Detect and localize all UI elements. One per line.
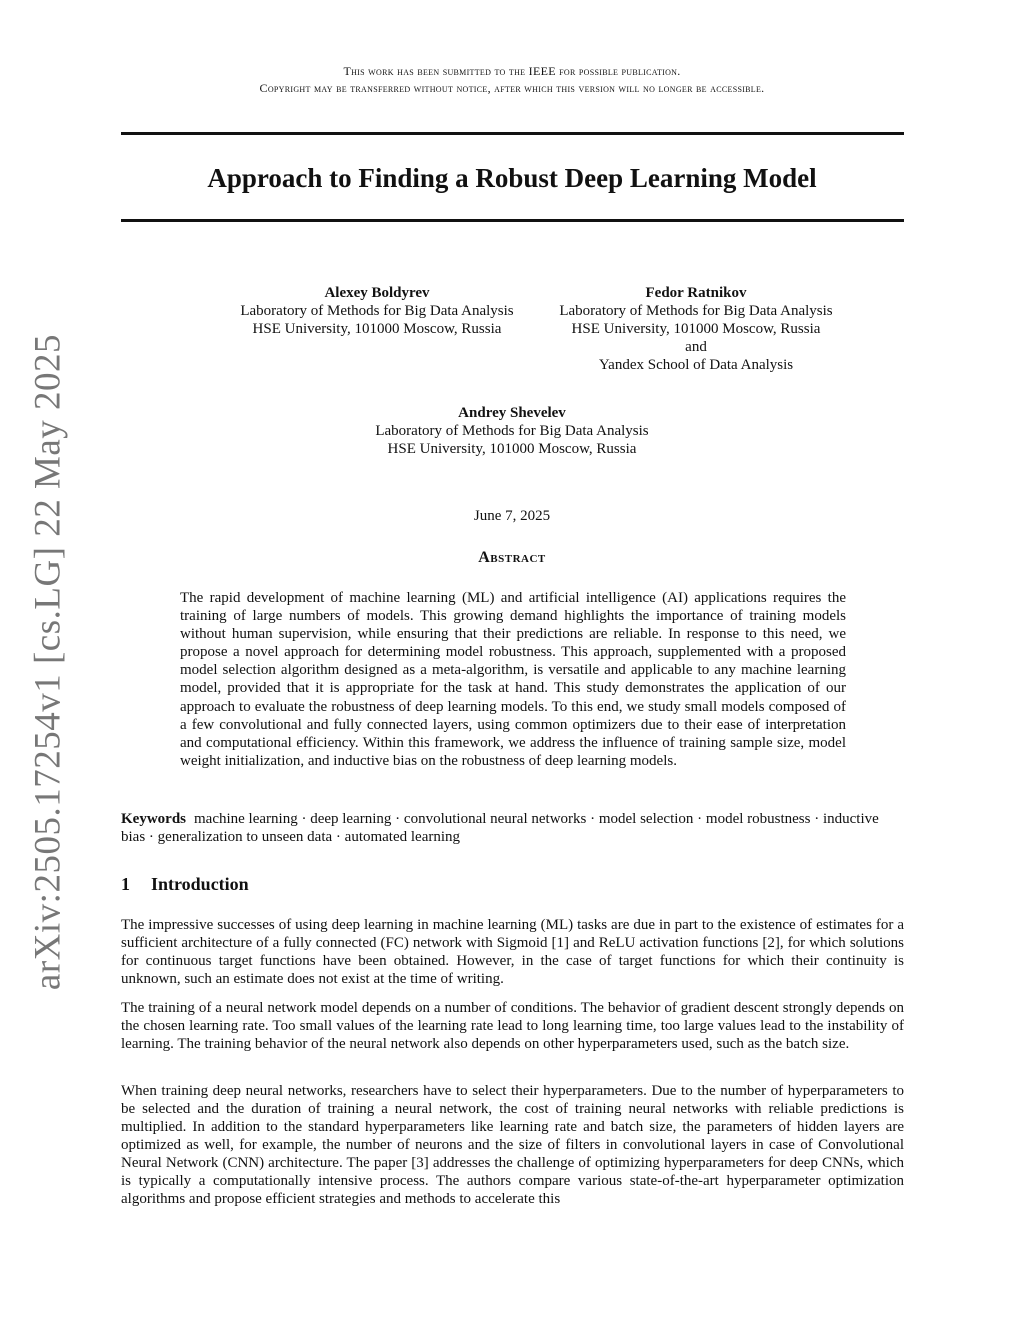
- keywords-block: [121, 810, 904, 846]
- author-affiliation: Laboratory of Methods for Big Data Analysis: [559, 303, 833, 319]
- keywords-label: Keywords: [121, 811, 186, 827]
- title-rule-top: [121, 132, 904, 135]
- section-number: 1: [121, 874, 130, 894]
- intro-paragraph-3: When training deep neural networks, researchers have to select their hyperparameters. Due to the number of hyperparameters to be selected and the duration of training a neural network, the cost of training neural networks with reliable predictions is multiplied. In addition to the standard hyperparameters like learning rate and batch size, the parameters of hidden layers are optimized as well, for example, the number of neurons and the size of filters in convolutional layers in case of Convolutional Neural Network (CNN) architecture. The paper [3] addresses the challenge of optimizing hyperparameters for deep CNNs, which is typically a computationally intensive process. The authors compare various state-of-the-art hyperparameter optimization algorithms and propose efficient strategies and methods to accelerate this: [121, 1083, 904, 1207]
- paper-title: Approach to Finding a Robust Deep Learning Model: [207, 163, 817, 193]
- author-block-2: [512, 284, 880, 374]
- author-affiliation: HSE University, 101000 Moscow, Russia: [252, 321, 502, 337]
- author-affiliation: HSE University, 101000 Moscow, Russia: [387, 441, 637, 457]
- intro-paragraph-2: The training of a neural network model depends on a number of conditions. The behavior of gradient descent strongly depends on the chosen learning rate. Too small values of the learning rate lead to long learning time, too large values lead to the instability of learning. The training behavior of the neural network also depends on other hyperparameters used, such as the batch size.: [121, 1000, 904, 1052]
- author-name: Fedor Ratnikov: [645, 285, 747, 301]
- author-affiliation: Yandex School of Data Analysis: [598, 357, 794, 373]
- intro-paragraph-1: The impressive successes of using deep learning in machine learning (ML) tasks are due in part to the existence of estimates for a sufficient architecture of a fully connected (FC) network with Sigmoid [1] and ReLU activation functions [2], for which solutions for continuous target functions have been obtained. However, in the case of target functions for which their continuity is unknown, such an estimate does not exist at the time of writing.: [121, 917, 904, 987]
- author-name: Andrey Shevelev: [458, 405, 566, 421]
- submission-notice-line-1: This work has been submitted to the IEEE for possible publication.: [343, 64, 681, 78]
- abstract-text: The rapid development of machine learning (ML) and artificial intelligence (AI) applications requires the training of large numbers of models. This growing demand highlights the importance of training models without human supervision, while ensuring that their predictions are reliable. In response to this need, we propose a novel approach for determining model robustness. This approach, supplemented with a proposed model selection algorithm designed as a meta-algorithm, is versatile and applicable to any machine learning model, provided that it is appropriate for the task at hand. This study demonstrates the application of our approach to evaluate the robustness of deep learning models. To this end, we study small models composed of a few convolutional and fully connected layers, using common optimizers due to their ease of interpretation and computational efficiency. Within this framework, we address the influence of training sample size, model weight initialization, and inductive bias on the robustness of deep learning models.: [180, 590, 846, 769]
- section-title: Introduction: [151, 874, 249, 894]
- author-block-3: [312, 404, 712, 458]
- submission-notice-line-2: Copyright may be transferred without notice, after which this version will no longer be accessible.: [259, 81, 765, 95]
- author-affiliation: Laboratory of Methods for Big Data Analysis: [240, 303, 514, 319]
- title-rule-bottom: [121, 219, 904, 222]
- arxiv-stamp: arXiv:2505.17254v1 [cs.LG] 22 May 2025: [27, 333, 69, 991]
- author-name: Alexey Boldyrev: [324, 285, 430, 301]
- author-affiliation: Laboratory of Methods for Big Data Analysis: [375, 423, 649, 439]
- section-heading-introduction: [121, 874, 249, 895]
- author-affiliation: HSE University, 101000 Moscow, Russia: [571, 321, 821, 337]
- keywords-list: machine learning · deep learning · convolutional neural networks · model selection · model robustness · inductive bias · generalization to unseen data · automated learning: [121, 811, 879, 845]
- author-affiliation: and: [685, 339, 707, 355]
- abstract-heading: Abstract: [478, 549, 546, 566]
- paper-date: June 7, 2025: [473, 508, 551, 524]
